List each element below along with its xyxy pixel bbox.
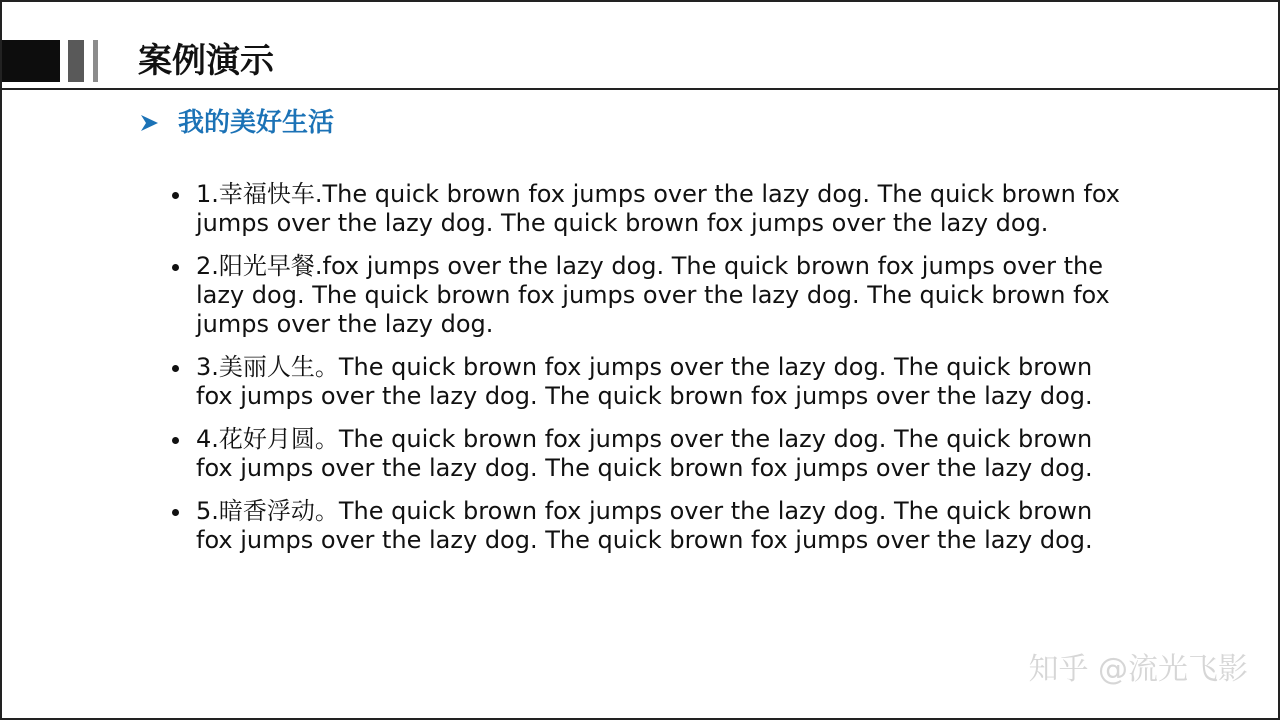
list-item — [170, 353, 1130, 411]
list-item — [170, 497, 1130, 555]
header-gray-bar — [68, 40, 84, 82]
watermark: 知乎 @流光飞影 — [1028, 652, 1248, 687]
bullet-dot-icon — [172, 192, 179, 199]
section-heading — [138, 106, 334, 140]
bullet-dot-icon — [172, 365, 179, 372]
bullet-list — [170, 180, 1130, 569]
list-item — [170, 425, 1130, 483]
bullet-dot-icon — [172, 437, 179, 444]
list-item-text: 4.花好月圆。The quick brown fox jumps over the lazy dog. The quick brown fox jumps over the lazy dog. The quick brown fox jumps over the lazy dog. — [196, 425, 1093, 482]
section-subtitle: 我的美好生活 — [178, 108, 335, 138]
list-item-text: 5.暗香浮动。The quick brown fox jumps over the lazy dog. The quick brown fox jumps over the lazy dog. The quick brown fox jumps over the lazy dog. — [196, 497, 1093, 554]
list-item-text: 3.美丽人生。The quick brown fox jumps over the lazy dog. The quick brown fox jumps over the lazy dog. The quick brown fox jumps over the lazy dog. — [196, 353, 1093, 410]
bullet-dot-icon — [172, 509, 179, 516]
list-item-text: 2.阳光早餐.fox jumps over the lazy dog. The quick brown fox jumps over the lazy dog. The quick brown fox jumps over the lazy dog. The quick brown fox jumps over the lazy dog. — [196, 252, 1110, 338]
triangle-arrow-icon — [138, 112, 160, 134]
list-item-text: 1.幸福快车.The quick brown fox jumps over the lazy dog. The quick brown fox jumps over the lazy dog. The quick brown fox jumps over the lazy dog. — [196, 180, 1121, 237]
header-black-block — [2, 40, 60, 82]
list-item — [170, 252, 1130, 339]
header-thin-bar — [93, 40, 98, 82]
list-item — [170, 180, 1130, 238]
slide-title: 案例演示 — [138, 41, 274, 81]
bullet-dot-icon — [172, 264, 179, 271]
title-divider — [2, 88, 1278, 90]
